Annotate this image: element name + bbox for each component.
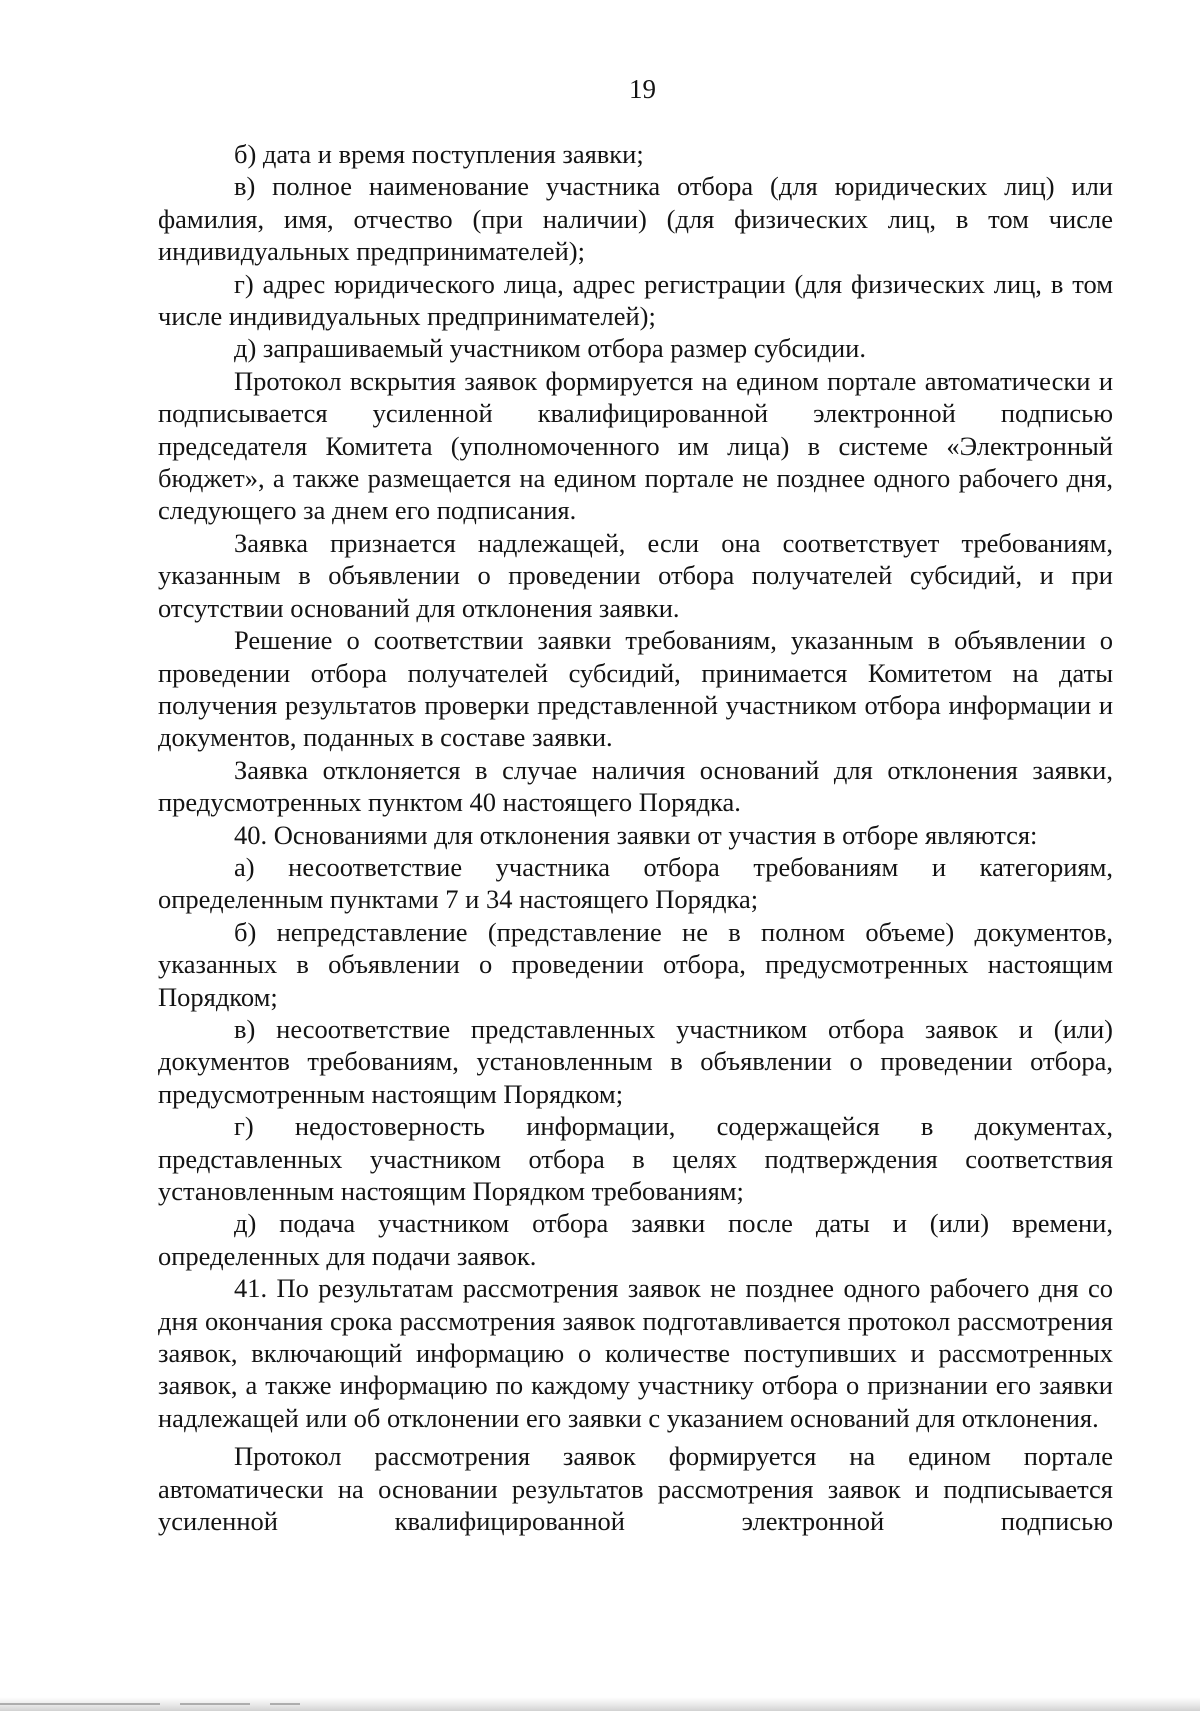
paragraph-40-item-b: б) непредставление (представление не в полном объеме) документов, указанных в объявлении о проведении отбора, предусмотренных настоящим Порядком; [158,916,1113,1012]
paragraph-40-item-g: г) недостоверность информации, содержащейся в документах, представленных участником отбора в целях подтверждения соответствия установленным настоящим Порядком требованиям; [158,1111,1113,1206]
scan-bottom-edge [0,1697,1200,1711]
paragraph-application-rejected: Заявка отклоняется в случае наличия оснований для отклонения заявки, предусмотренных пунктом 40 настоящего Порядка. [158,754,1113,818]
paragraph-application-proper: Заявка признается надлежащей, если она соответствует требованиям, указанным в объявлении о проведении отбора получателей субсидий, и при отсутствии оснований для отклонения заявки. [158,527,1113,623]
paragraph-item-v-full-name: в) полное наименование участника отбора (для юридических лиц) или фамилия, имя, отчество (при наличии) (для физических лиц, в том числе индивидуальных предпринимателей); [158,171,1113,267]
paragraph-40-item-v: в) несоответствие представленных участником отбора заявок и (или) документов требованиям, установленным в объявлении о проведении отбора, предусмотренным настоящим Порядком; [158,1013,1113,1109]
paragraph-41-review-protocol: 41. По результатам рассмотрения заявок не позднее одного рабочего дня со дня окончания срока рассмотрения заявок подготавливается протокол рассмотрения заявок, включающий информацию о количестве поступивших и рассмотренных заявок, а также информацию по каждому участнику отбора о признании его заявки надлежащей или об отклонении его заявки с указанием оснований для отклонения. [158,1273,1113,1433]
paragraph-40-rejection-grounds: 40. Основаниями для отклонения заявки от участия в отборе являются: [234,819,1038,850]
paragraph-40-item-a: а) несоответствие участника отбора требованиям и категориям, определенным пунктами 7 и 34 настоящего Порядка; [158,851,1113,915]
paragraph-item-d-subsidy-amount: д) запрашиваемый участником отбора размер субсидии. [234,333,866,364]
paragraph-item-g-address: г) адрес юридического лица, адрес регистрации (для физических лиц, в том числе индивидуальных предпринимателей); [158,268,1113,332]
paragraph-40-item-d: д) подача участником отбора заявки после даты и (или) времени, определенных для подачи заявок. [158,1208,1113,1271]
paragraph-compliance-decision: Решение о соответствии заявки требованиям, указанным в объявлении о проведении отбора получателей субсидий, принимается Комитетом на даты получения результатов проверки представленной участником отбора информации и документов, поданных в составе заявки. [158,625,1113,753]
page-number: 19 [629,74,656,104]
paragraph-review-protocol-signing: Протокол рассмотрения заявок формируется на едином портале автоматически на основании результатов рассмотрения заявок и подписывается усиленной квалифицированной электронной подписью [158,1441,1113,1537]
document-body [158,138,1113,1537]
paragraph-opening-protocol: Протокол вскрытия заявок формируется на едином портале автоматически и подписывается усиленной квалифицированной электронной подписью председателя Комитета (уполномоченного им лица) в системе «Электронный бюджет», а также размещается на едином портале не позднее одного рабочего дня, следующего за днем его подписания. [158,365,1113,526]
paragraph-item-b-date-time: б) дата и время поступления заявки; [234,139,644,169]
